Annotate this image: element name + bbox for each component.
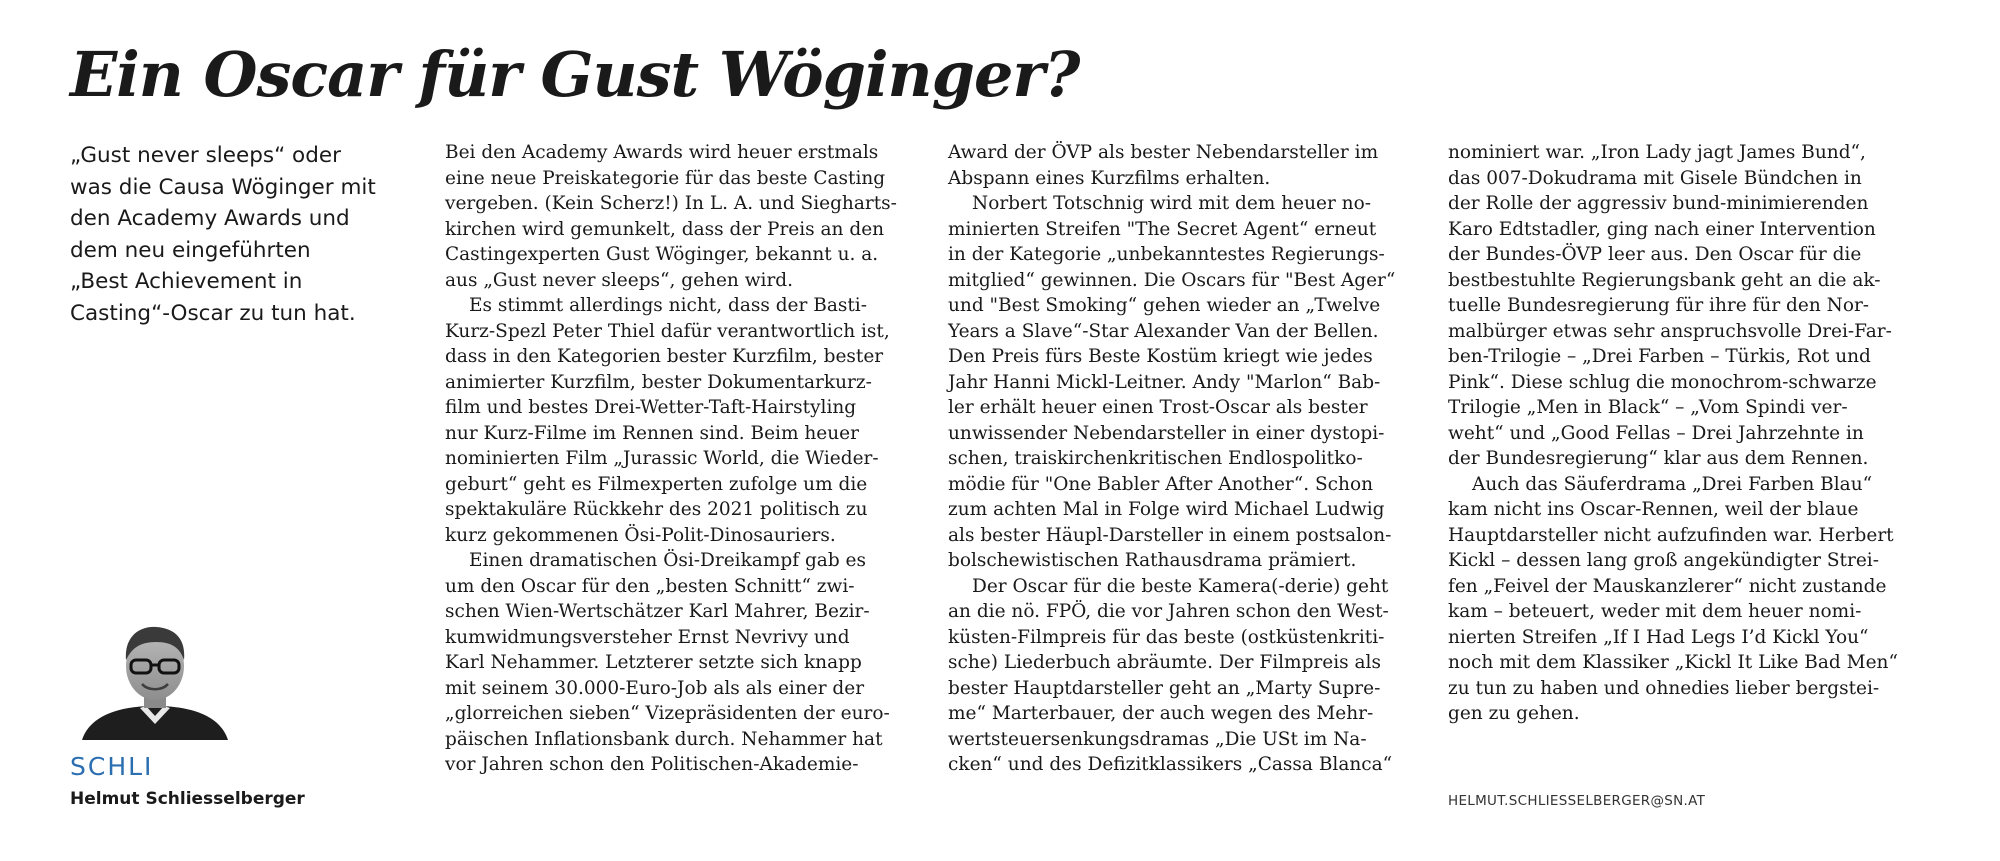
lead-line: was die Causa Wöginger mit bbox=[70, 174, 376, 200]
article-line: mödie für "One Babler After Another“. Schon bbox=[948, 473, 1373, 495]
article-line: vergeben. (Kein Scherz!) In L. A. und Siegharts- bbox=[445, 193, 897, 214]
article-line: Castingexperten Gust Wöginger, bekannt u. a. bbox=[445, 244, 879, 265]
article-line: als bester Häupl-Darsteller in einem postsalon- bbox=[948, 524, 1392, 546]
article-line: Karl Nehammer. Letzterer setzte sich knapp bbox=[445, 652, 862, 673]
lead-line: dem neu eingeführten bbox=[70, 237, 311, 263]
article-column-3 bbox=[1448, 140, 1928, 727]
article-line: an die nö. FPÖ, die vor Jahren schon den West- bbox=[948, 601, 1389, 622]
article-line: und "Best Smoking“ gehen wieder an „Twelve bbox=[948, 295, 1381, 316]
article-line: malbürger etwas sehr anspruchsvolle Drei-Far- bbox=[1448, 320, 1892, 342]
article-line: sche) Liederbuch abräumte. Der Filmpreis als bbox=[948, 652, 1381, 673]
author-portrait bbox=[80, 620, 230, 740]
article-line: mit seinem 30.000-Euro-Job als als einer der bbox=[445, 677, 865, 699]
article-line: me“ Marterbauer, der auch wegen des Mehr- bbox=[948, 703, 1374, 724]
article-line: in der Kategorie „unbekanntestes Regierungs- bbox=[948, 244, 1385, 265]
article-line: nierten Streifen „If I Had Legs I’d Kickl You“ bbox=[1448, 626, 1869, 648]
article-line: nur Kurz-Filme im Rennen sind. Beim heuer bbox=[445, 422, 859, 444]
article-line: Einen dramatischen Ösi-Dreikampf gab es bbox=[469, 550, 866, 571]
article-line: Kurz-Spezl Peter Thiel dafür verantwortlich ist, bbox=[445, 320, 890, 342]
article-line: wertsteuersenkungsdramas „Die USt im Na- bbox=[948, 728, 1367, 750]
article-line: vor Jahren schon den Politischen-Akademie- bbox=[445, 754, 859, 775]
author-short-name: SCHLI bbox=[70, 752, 154, 781]
article-line: kurz gekommenen Ösi-Polit-Dinosauriers. bbox=[445, 524, 836, 546]
author-portrait-illustration bbox=[80, 620, 230, 740]
article-line: Abspann eines Kurzfilms erhalten. bbox=[948, 167, 1271, 189]
article-column-1 bbox=[445, 140, 925, 778]
lead-line: „Best Achievement in bbox=[70, 269, 303, 294]
article-line: bestbestuhlte Regierungsbank geht an die ak- bbox=[1448, 269, 1881, 291]
article-line: unwissender Nebendarsteller in einer dystopi- bbox=[948, 422, 1385, 444]
lead-teaser bbox=[70, 140, 430, 329]
lead-line: „Gust never sleeps“ oder bbox=[70, 143, 341, 168]
article-line: Hauptdarsteller nicht aufzufinden war. Herbert bbox=[1448, 524, 1894, 546]
article-line: zu tun zu haben und ohnedies lieber bergstei- bbox=[1448, 677, 1880, 699]
article-line: küsten-Filmpreis für das beste (ostküstenkriti- bbox=[948, 626, 1385, 648]
article-line: dass in den Kategorien bester Kurzfilm, bester bbox=[445, 346, 884, 367]
author-full-name: Helmut Schliesselberger bbox=[70, 789, 305, 809]
article-line: Den Preis fürs Beste Kostüm kriegt wie jedes bbox=[948, 346, 1373, 367]
article-line: schen, traiskirchenkritischen Endlospolitko- bbox=[948, 448, 1363, 469]
article-line: bolschewistischen Rathausdrama prämiert. bbox=[948, 550, 1357, 571]
article-line: Karo Edtstadler, ging nach einer Intervention bbox=[1448, 218, 1876, 240]
article-line: Jahr Hanni Mickl-Leitner. Andy "Marlon“ Bab- bbox=[948, 371, 1381, 393]
article-line: kirchen wird gemunkelt, dass der Preis an den bbox=[445, 218, 885, 240]
article-line: nominierten Film „Jurassic World, die Wieder- bbox=[445, 448, 879, 469]
article-line: cken“ und des Defizitklassikers „Cassa Blanca“ bbox=[948, 754, 1393, 775]
article-line: fen „Feivel der Mauskanzlerer“ nicht zustande bbox=[1448, 575, 1887, 597]
article-line: aus „Gust never sleeps“, gehen wird. bbox=[445, 269, 794, 291]
article-line: Trilogie „Men in Black“ – „Vom Spindi ver- bbox=[1448, 397, 1848, 418]
headline: Ein Oscar für Gust Wöginger? bbox=[70, 38, 1080, 111]
article-line: um den Oscar für den „besten Schnitt“ zwi- bbox=[445, 575, 855, 597]
article-line: „glorreichen sieben“ Vizepräsidenten der euro- bbox=[445, 703, 890, 724]
author-email-link[interactable]: HELMUT.SCHLIESSELBERGER@SN.AT bbox=[1448, 793, 1706, 809]
article-line: Award der ÖVP als bester Nebendarsteller im bbox=[948, 142, 1379, 163]
lead-line: Casting“-Oscar zu tun hat. bbox=[70, 300, 356, 326]
article-line: bester Hauptdarsteller geht an „Marty Supre- bbox=[948, 677, 1381, 699]
article-line: päischen Inflationsbank durch. Nehammer hat bbox=[445, 728, 883, 750]
article-line: Auch das Säuferdrama „Drei Farben Blau“ bbox=[1472, 473, 1873, 495]
article-line: eine neue Preiskategorie für das beste Casting bbox=[445, 167, 886, 189]
article-line: geburt“ geht es Filmexperten zufolge um die bbox=[445, 473, 868, 495]
article-line: animierter Kurzfilm, bester Dokumentarkurz- bbox=[445, 371, 872, 393]
article-line: der Bundes-ÖVP leer aus. Den Oscar für die bbox=[1448, 244, 1862, 265]
article-line: Years a Slave“-Star Alexander Van der Bellen. bbox=[948, 320, 1379, 342]
article-line: minierten Streifen "The Secret Agent“ erneut bbox=[948, 218, 1377, 240]
article-line: ler erhält heuer einen Trost-Oscar als bester bbox=[948, 397, 1368, 418]
article-line: noch mit dem Klassiker „Kickl It Like Bad Men“ bbox=[1448, 652, 1898, 673]
article-line: mitglied“ gewinnen. Die Oscars für "Best Ager“ bbox=[948, 269, 1396, 291]
article-line: zum achten Mal in Folge wird Michael Ludwig bbox=[948, 499, 1385, 520]
article-line: der Rolle der aggressiv bund-minimierenden bbox=[1448, 193, 1869, 214]
article-line: das 007-Dokudrama mit Gisele Bündchen in bbox=[1448, 167, 1862, 189]
article-line: gen zu gehen. bbox=[1448, 703, 1580, 724]
article-line: Es stimmt allerdings nicht, dass der Basti- bbox=[469, 295, 867, 316]
article-column-2 bbox=[948, 140, 1428, 778]
article-line: Pink“. Diese schlug die monochrom-schwarze bbox=[1448, 371, 1877, 393]
article-line: Norbert Totschnig wird mit dem heuer no- bbox=[972, 193, 1371, 214]
article-line: nominiert war. „Iron Lady jagt James Bund“, bbox=[1448, 142, 1866, 163]
article-line: spektakuläre Rückkehr des 2021 politisch zu bbox=[445, 499, 868, 520]
article-line: Bei den Academy Awards wird heuer erstmals bbox=[445, 142, 879, 163]
article-line: film und bestes Drei-Wetter-Taft-Hairstyling bbox=[445, 397, 857, 418]
article-line: Kickl – dessen lang groß angekündigter Strei- bbox=[1448, 550, 1879, 571]
lead-line: den Academy Awards und bbox=[70, 206, 350, 231]
article-line: weht“ und „Good Fellas – Drei Jahrzehnte in bbox=[1448, 422, 1864, 444]
article-line: Der Oscar für die beste Kamera(-derie) geht bbox=[972, 575, 1389, 597]
article-line: kumwidmungsversteher Ernst Nevrivy und bbox=[445, 626, 850, 648]
article-line: kam – beteuert, weder mit dem heuer nomi- bbox=[1448, 601, 1862, 622]
article-line: tuelle Bundesregierung für ihre für den Nor- bbox=[1448, 295, 1870, 316]
article-line: ben-Trilogie – „Drei Farben – Türkis, Rot und bbox=[1448, 346, 1871, 367]
article-line: kam nicht ins Oscar-Rennen, weil der blaue bbox=[1448, 499, 1859, 520]
article-line: schen Wien-Wertschätzer Karl Mahrer, Bezir- bbox=[445, 601, 870, 622]
article-line: der Bundesregierung“ klar aus dem Rennen. bbox=[1448, 448, 1869, 469]
